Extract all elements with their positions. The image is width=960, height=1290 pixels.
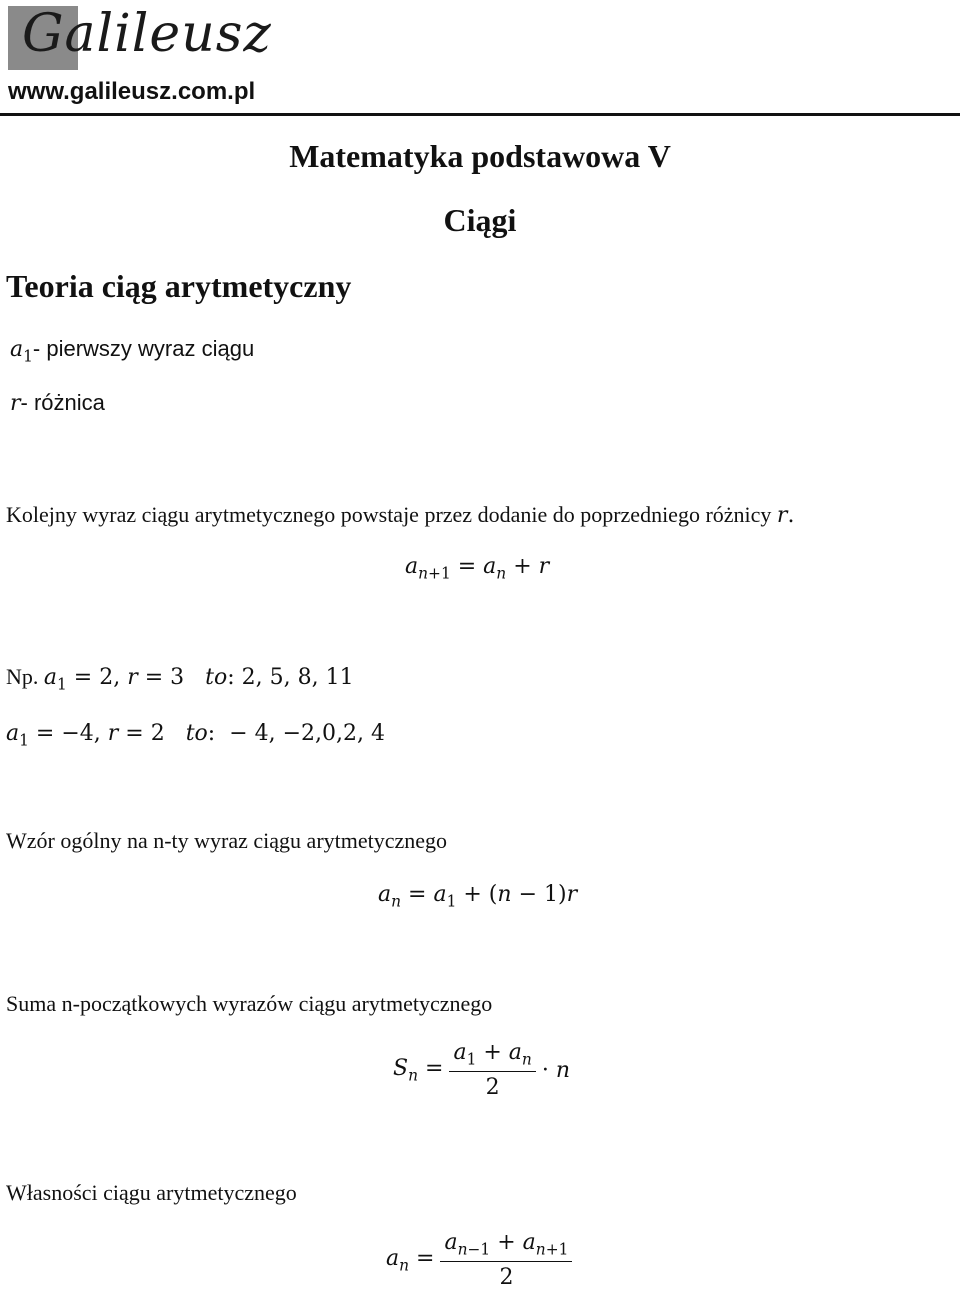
general-term-formula: $a_n = a_1 + (n - 1)r$ (378, 882, 578, 911)
math-r-inline: r. (776, 503, 795, 528)
def-r-text: - różnica (20, 390, 105, 415)
example-prefix: Np. (6, 664, 39, 689)
math-a1: $a_1$ (10, 337, 33, 366)
def-r (10, 390, 105, 416)
example-2-params: $a_1 = -4$, r = 2 to: (6, 721, 230, 750)
sum-fraction: $\frac{a_1 + a_n}{2}$ (449, 1040, 535, 1100)
properties-text: Własności ciągu arytmetycznego (6, 1180, 297, 1205)
recursion-text: Kolejny wyraz ciągu arytmetycznego powstaje przez dodanie do poprzedniego różnicy (6, 502, 772, 527)
logo-text: Galileusz (22, 4, 272, 64)
math-r: r (10, 391, 21, 416)
section-heading: Teoria ciąg arytmetyczny (6, 268, 352, 304)
general-term-text: Wzór ogólny na n-ty wyraz ciągu arytmetycznego (6, 828, 448, 853)
example-1-params: $a_1 = 2$, r = 3 to: (43, 665, 242, 694)
def-a1 (10, 336, 254, 365)
recursion-sentence (6, 502, 794, 528)
example-1-sequence: 2, 5, 8, 11 (241, 665, 354, 690)
sum-text: Suma n-początkowych wyrazów ciągu arytmetycznego (6, 991, 493, 1016)
topic-title: Ciągi (443, 202, 517, 238)
site-url[interactable]: www.galileusz.com.pl (8, 78, 256, 105)
course-title: Matematyka podstawowa V (289, 138, 671, 174)
properties-formula: $a_n$ = $\frac{a_{n-1} + a_{n+1}}{2}$ (386, 1230, 578, 1290)
example-2 (6, 720, 385, 749)
example-2-sequence: − 4, −2,0,2, 4 (229, 721, 386, 746)
header-rule (0, 113, 960, 116)
sum-formula: $S_n$ = $\frac{a_1 + a_n}{2}$ · n (393, 1040, 570, 1101)
properties-fraction: $\frac{a_{n-1} + a_{n+1}}{2}$ (440, 1230, 572, 1290)
def-a1-text: - pierwszy wyraz ciągu (32, 336, 255, 361)
recursion-formula: $a_{n+1} = a_n + r$ (405, 554, 550, 583)
example-1 (6, 664, 354, 693)
